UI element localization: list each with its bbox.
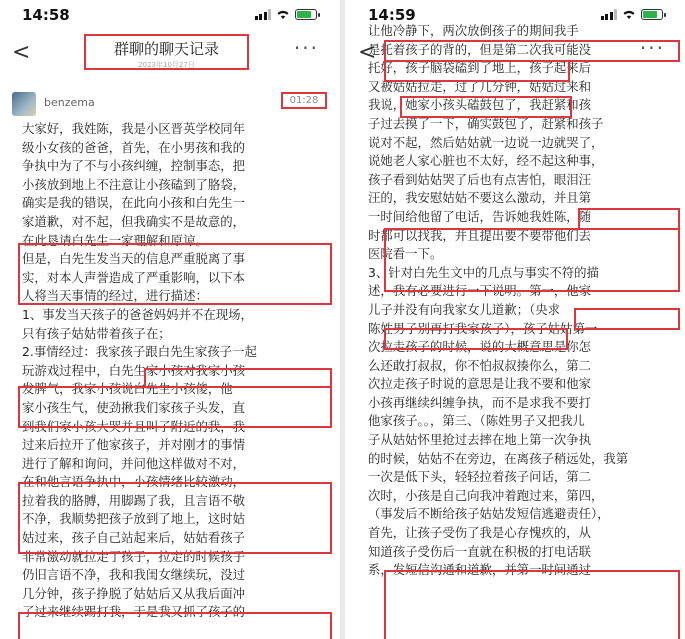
text-line: 知道孩子受伤后一直就在积极的打电话联 [368, 543, 592, 559]
text-line: 托好，孩子脑袋磕到了地上，孩子起来后 [368, 60, 592, 76]
highlight-box [18, 482, 332, 554]
highlight-box [384, 228, 680, 292]
text-line: 次拉走孩子的时候，说的大概意思是你怎 [368, 339, 592, 355]
highlight-box [384, 570, 680, 639]
text-line: 非常激动就拉走了孩子，拉走的时候孩子 [22, 548, 246, 564]
text-line: 次拉走孩子时说的意思是让我不要和他家 [368, 376, 592, 392]
record-date: 2023年10月27日 [138, 61, 195, 69]
text-line: 述，我有必要进行一下说明。第一，他家 [368, 283, 592, 299]
highlight-box [578, 208, 680, 230]
text-line: 争执中为了不与小孩纠缠，控制事态，把 [22, 158, 246, 174]
text-line: 发脾气，我家小孩说白先生小孩傻，他 [22, 381, 233, 397]
text-line: 一次是低下头，轻轻拉着孩子问话，第二 [368, 469, 592, 485]
highlight-box [18, 243, 332, 305]
nav-bar [0, 32, 339, 78]
text-line: 玩游戏过程中，白先生家小孩对我家小孩 [22, 362, 246, 378]
highlight-box [18, 612, 332, 639]
text-line: 说她老人家心脏也不太好，经不起这种事， [368, 153, 604, 169]
text-line: 医院看一下。 [368, 246, 443, 262]
text-line: 系，发短信沟通和道歉，并第一时间通过 [368, 562, 592, 578]
left-screenshot [0, 0, 339, 639]
right-screenshot [346, 0, 685, 639]
text-line: 儿子并没有向我家女儿道歉；（央求 [368, 301, 561, 317]
text-line: 说对不起，然后姑姑就一边说一边就哭了， [368, 134, 604, 150]
highlight-box [574, 308, 680, 330]
text-line: 了过来继续踢打我，于是我又抓了孩子的 [22, 604, 246, 620]
text-line: 在和他言语争执中，小孩情绪比较激动， [22, 474, 246, 490]
text-line: 3、针对白先生文中的几点与事实不符的描 [368, 264, 599, 280]
text-line: 的时候，姑姑不在旁边，在离孩子稍远处，我第 [368, 450, 629, 466]
text-line: 时都可以找我，并且提出要不要带他们去 [368, 227, 592, 243]
text-line: 到我们家小孩大哭并且叫了附近的我，我 [22, 418, 246, 434]
wifi-icon [276, 9, 290, 20]
sender-name: benzema [44, 96, 95, 109]
text-line: 一时间给他留了电话，告诉她我姓陈，随 [368, 208, 592, 224]
text-line: 几分钟，孩子挣脱了姑姑后又从我后面冲 [22, 585, 246, 601]
text-line: 2.事情经过：我家孩子跟白先生家孩子一起 [22, 344, 257, 360]
message-time: 01:28 [281, 92, 327, 109]
cellular-signal-icon [255, 9, 272, 20]
text-line: （事发后不断给孩子姑姑发短信逃避责任）， [368, 506, 610, 522]
status-time: 14:59 [368, 6, 416, 24]
text-line: 小孩放到地上不注意让小孩磕到了胳袋， [22, 176, 246, 192]
text-line: 么还敢打叔叔，你不怕叔叔揍你么，第二 [368, 357, 592, 373]
text-line: 又被姑姑拉走，过了几分钟，姑姑过来和 [368, 78, 592, 94]
text-line: 家小孩生气，使劲揪我们家孩子头发，直 [22, 399, 246, 415]
text-line: 实，对本人声誉造成了严重影响，以下本 [22, 269, 246, 285]
text-line: 孩子看到姑姑哭了后也有点害怕，眼泪汪 [368, 171, 592, 187]
text-line: 子从姑姑怀里抢过去摔在地上第一次争执 [368, 432, 592, 448]
back-icon[interactable]: < [12, 40, 31, 65]
avatar[interactable] [12, 92, 36, 116]
text-line: 小孩再继续纠缠争执，而不是求我不要打 [368, 394, 592, 410]
wifi-icon [622, 9, 636, 20]
highlight-box [144, 368, 332, 388]
text-line: 大家好，我姓陈，我是小区晋英学校同年 [22, 121, 246, 136]
text-line: 次时，小孩是自己向我冲着跑过来，第四， [368, 487, 604, 503]
message-header [12, 92, 339, 116]
text-line: 姑过来，孩子自己站起来后，姑姑看孩子 [22, 530, 246, 546]
cellular-signal-icon [601, 9, 618, 20]
highlight-box [384, 328, 568, 350]
text-line: 级小女孩的爸爸，首先，在小男孩和我的 [22, 139, 246, 155]
text-line: 确实是我的错误，在此向小孩和白先生一 [22, 195, 246, 211]
more-icon[interactable]: ··· [639, 36, 665, 60]
text-line: 家道歉，对不起，但我确实不是故意的， [22, 213, 246, 229]
highlight-box [400, 96, 572, 118]
status-bar [0, 6, 339, 28]
page-title: 群聊的聊天记录 [113, 40, 219, 58]
text-line: 但是，白先生发当天的信息严重脱离了事 [22, 251, 246, 267]
status-icons [255, 9, 318, 20]
highlight-box [384, 60, 570, 82]
text-line: 在此恳请白先生一家理解和原谅。 [22, 232, 208, 248]
panel-divider [340, 0, 345, 639]
text-line: 仍旧言语不净，我和我闺女继续玩，没过 [22, 567, 246, 583]
status-icons [601, 9, 664, 20]
text-line: 子过去摸了一下，确实鼓包了，赶紧和孩子 [368, 115, 604, 131]
text-line: 他家孩子。。，第三、（陈姓男子又把我儿 [368, 413, 585, 429]
text-line: 进行了解和询问，并问他这样做对不对， [22, 455, 246, 471]
battery-icon [295, 9, 317, 20]
text-line: 是托着孩子的背的，但是第二次我可能没 [368, 41, 592, 57]
highlight-box [384, 40, 680, 62]
chat-record-title [84, 34, 249, 70]
more-icon[interactable]: ··· [293, 36, 319, 60]
back-icon[interactable]: < [358, 40, 377, 65]
text-line: 1、事发当天孩子的爸爸妈妈并不在现场， [22, 306, 253, 322]
text-line: 不净，我顺势把孩子放到了地上，这时姑 [22, 511, 246, 527]
text-line: 我说，她家小孩头磕鼓包了，我赶紧和孩 [368, 97, 592, 113]
text-line: 让他冷静下，两次放倒孩子的期间我手 [368, 23, 579, 38]
text-line: 拉着我的胳膊，用脚踢了我，且言语不敬 [22, 492, 246, 508]
battery-icon [641, 9, 663, 20]
status-time: 14:58 [22, 6, 70, 24]
text-line: 人将当天事情的经过，进行描述： [22, 288, 208, 304]
highlight-box [18, 386, 332, 428]
text-line: 汪的，我安慰姑姑不要这么激动，并且第 [368, 190, 592, 206]
text-line: 首先，让孩子受伤了我是心存愧疚的，从 [368, 525, 592, 541]
text-line: 陈姓男子别再打我家孩子），孩子姑姑第一 [368, 320, 598, 336]
text-line: 只有孩子姑姑带着孩子在； [22, 325, 171, 341]
text-line: 过来后拉开了他家孩子，并对刚才的事情 [22, 437, 246, 453]
